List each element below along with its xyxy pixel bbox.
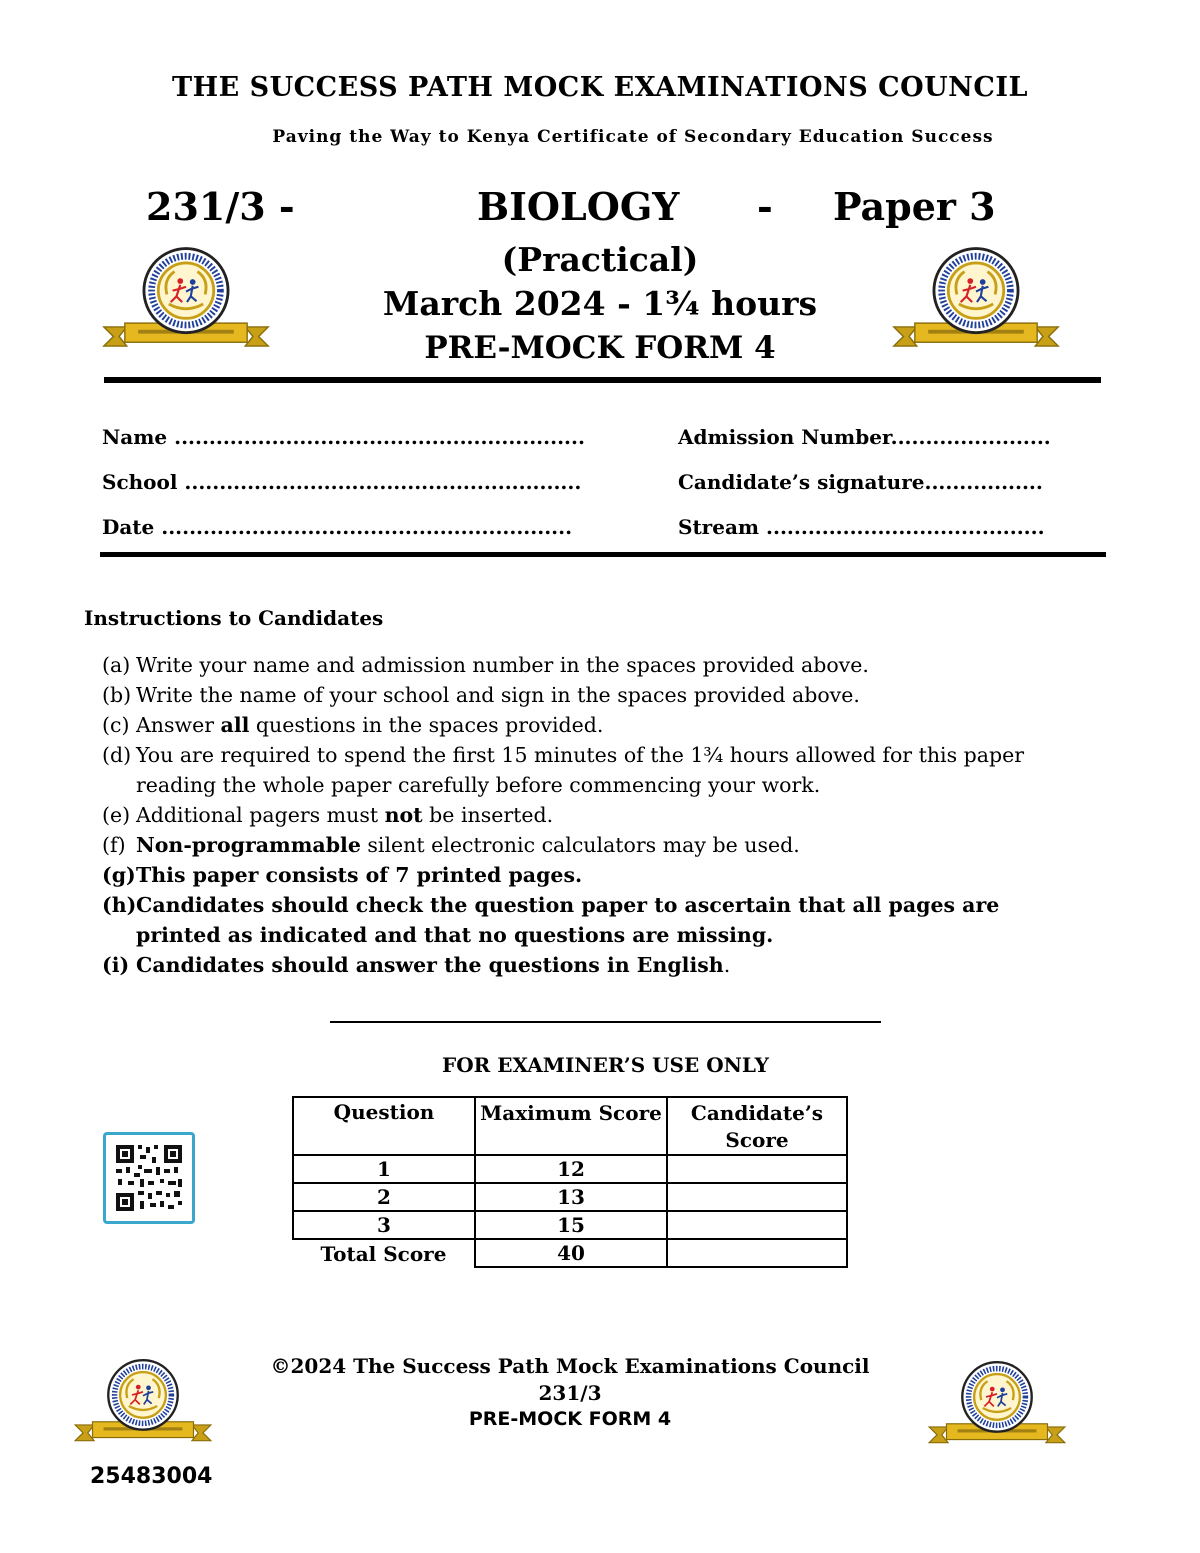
qr-code[interactable] <box>103 1132 195 1224</box>
paper-code: 231/3 - <box>146 184 295 229</box>
name-field[interactable]: Name ........................................................... <box>102 425 585 449</box>
date-field[interactable]: Date ........................................................... <box>102 515 573 539</box>
council-name: THE SUCCESS PATH MOCK EXAMINATIONS COUNCIL <box>172 72 1028 103</box>
instruction-item <box>102 860 1082 890</box>
instruction-text: You are required to spend the first 15 minutes of the 1¾ hours allowed for this paper reading the whole paper carefully before commencing your work. <box>136 743 1025 797</box>
instruction-item <box>102 890 1082 950</box>
instruction-text: Write the name of your school and sign in the spaces provided above. <box>136 683 860 707</box>
paper-type: (Practical) <box>501 240 699 279</box>
section-divider <box>330 1021 881 1023</box>
instruction-item <box>102 740 1082 800</box>
paper-number: Paper 3 <box>833 184 996 229</box>
instruction-label: (g) <box>102 863 136 887</box>
candidate-score-cell[interactable] <box>667 1155 847 1183</box>
total-max-score: 40 <box>475 1239 667 1267</box>
instruction-label: (c) <box>102 713 130 737</box>
total-row <box>293 1239 847 1267</box>
title-separator: - <box>757 184 773 229</box>
stream-label: Stream <box>678 515 760 539</box>
instructions-title: Instructions to Candidates <box>84 606 384 630</box>
stream-field[interactable]: Stream ........................................ <box>678 515 1045 539</box>
school-field[interactable]: School ......................................................... <box>102 470 582 494</box>
instruction-label: (b) <box>102 683 132 707</box>
instruction-item <box>102 710 1082 740</box>
instruction-label: (e) <box>102 803 131 827</box>
serial-number: 25483004 <box>90 1464 213 1489</box>
instruction-text: Candidates should answer the questions in English. <box>136 953 731 977</box>
signature-field[interactable]: Candidate’s signature................. <box>678 470 1043 494</box>
admission-number-field[interactable]: Admission Number....................... <box>678 425 1051 449</box>
candidate-score-cell[interactable] <box>667 1183 847 1211</box>
instruction-text: Candidates should check the question paper to ascertain that all pages are printed as indicated and that no questions are missing. <box>136 893 1000 947</box>
question-number: 2 <box>293 1183 475 1211</box>
signature-label: Candidate’s signature <box>678 470 925 494</box>
table-row <box>293 1155 847 1183</box>
instruction-item <box>102 650 1082 680</box>
question-number: 1 <box>293 1155 475 1183</box>
header-max-score: Maximum Score <box>475 1097 667 1155</box>
subject-title: BIOLOGY <box>477 184 680 229</box>
table-header-row <box>293 1097 847 1155</box>
instruction-label: (i) <box>102 953 130 977</box>
score-table <box>292 1096 848 1268</box>
header-divider <box>104 377 1101 383</box>
exam-level: PRE-MOCK FORM 4 <box>424 330 776 366</box>
table-row <box>293 1211 847 1239</box>
footer-level: PRE-MOCK FORM 4 <box>468 1408 672 1430</box>
fields-divider <box>100 552 1106 557</box>
max-score: 13 <box>475 1183 667 1211</box>
instruction-text: Write your name and admission number in the spaces provided above. <box>136 653 869 677</box>
instructions-list <box>102 650 1082 980</box>
instruction-label: (d) <box>102 743 132 767</box>
total-label: Total Score <box>293 1239 475 1267</box>
council-tagline: Paving the Way to Kenya Certificate of Secondary Education Success <box>272 127 994 147</box>
table-row <box>293 1183 847 1211</box>
header-question: Question <box>293 1097 475 1155</box>
examiner-title: FOR EXAMINER’S USE ONLY <box>442 1053 769 1077</box>
max-score: 12 <box>475 1155 667 1183</box>
footer-copyright: ©2024 The Success Path Mock Examinations Council <box>270 1354 870 1378</box>
instruction-label: (f) <box>102 833 126 857</box>
council-logo-footer-right <box>926 1360 1068 1456</box>
total-candidate-score-cell[interactable] <box>667 1239 847 1267</box>
max-score: 15 <box>475 1211 667 1239</box>
instruction-label: (h) <box>102 893 137 917</box>
school-label: School <box>102 470 178 494</box>
question-number: 3 <box>293 1211 475 1239</box>
admission-number-label: Admission Number <box>678 425 891 449</box>
instruction-label: (a) <box>102 653 131 677</box>
instruction-text: Additional pagers must not be inserted. <box>136 803 554 827</box>
exam-date-duration: March 2024 - 1¾ hours <box>382 284 818 323</box>
header-candidate-score: Candidate’s Score <box>667 1097 847 1155</box>
council-logo-footer-left <box>72 1358 214 1454</box>
instruction-text: Answer all questions in the spaces provided. <box>136 713 604 737</box>
instruction-text: This paper consists of 7 printed pages. <box>136 863 583 887</box>
candidate-score-cell[interactable] <box>667 1211 847 1239</box>
qr-code-icon <box>106 1135 192 1221</box>
instruction-item <box>102 830 1082 860</box>
date-label: Date <box>102 515 155 539</box>
name-label: Name <box>102 425 168 449</box>
council-logo-left <box>100 245 272 363</box>
instruction-item <box>102 680 1082 710</box>
instruction-text: Non-programmable silent electronic calculators may be used. <box>136 833 800 857</box>
instruction-item <box>102 950 1082 980</box>
footer-code: 231/3 <box>538 1381 602 1405</box>
council-logo-right <box>890 245 1062 363</box>
instruction-item <box>102 800 1082 830</box>
